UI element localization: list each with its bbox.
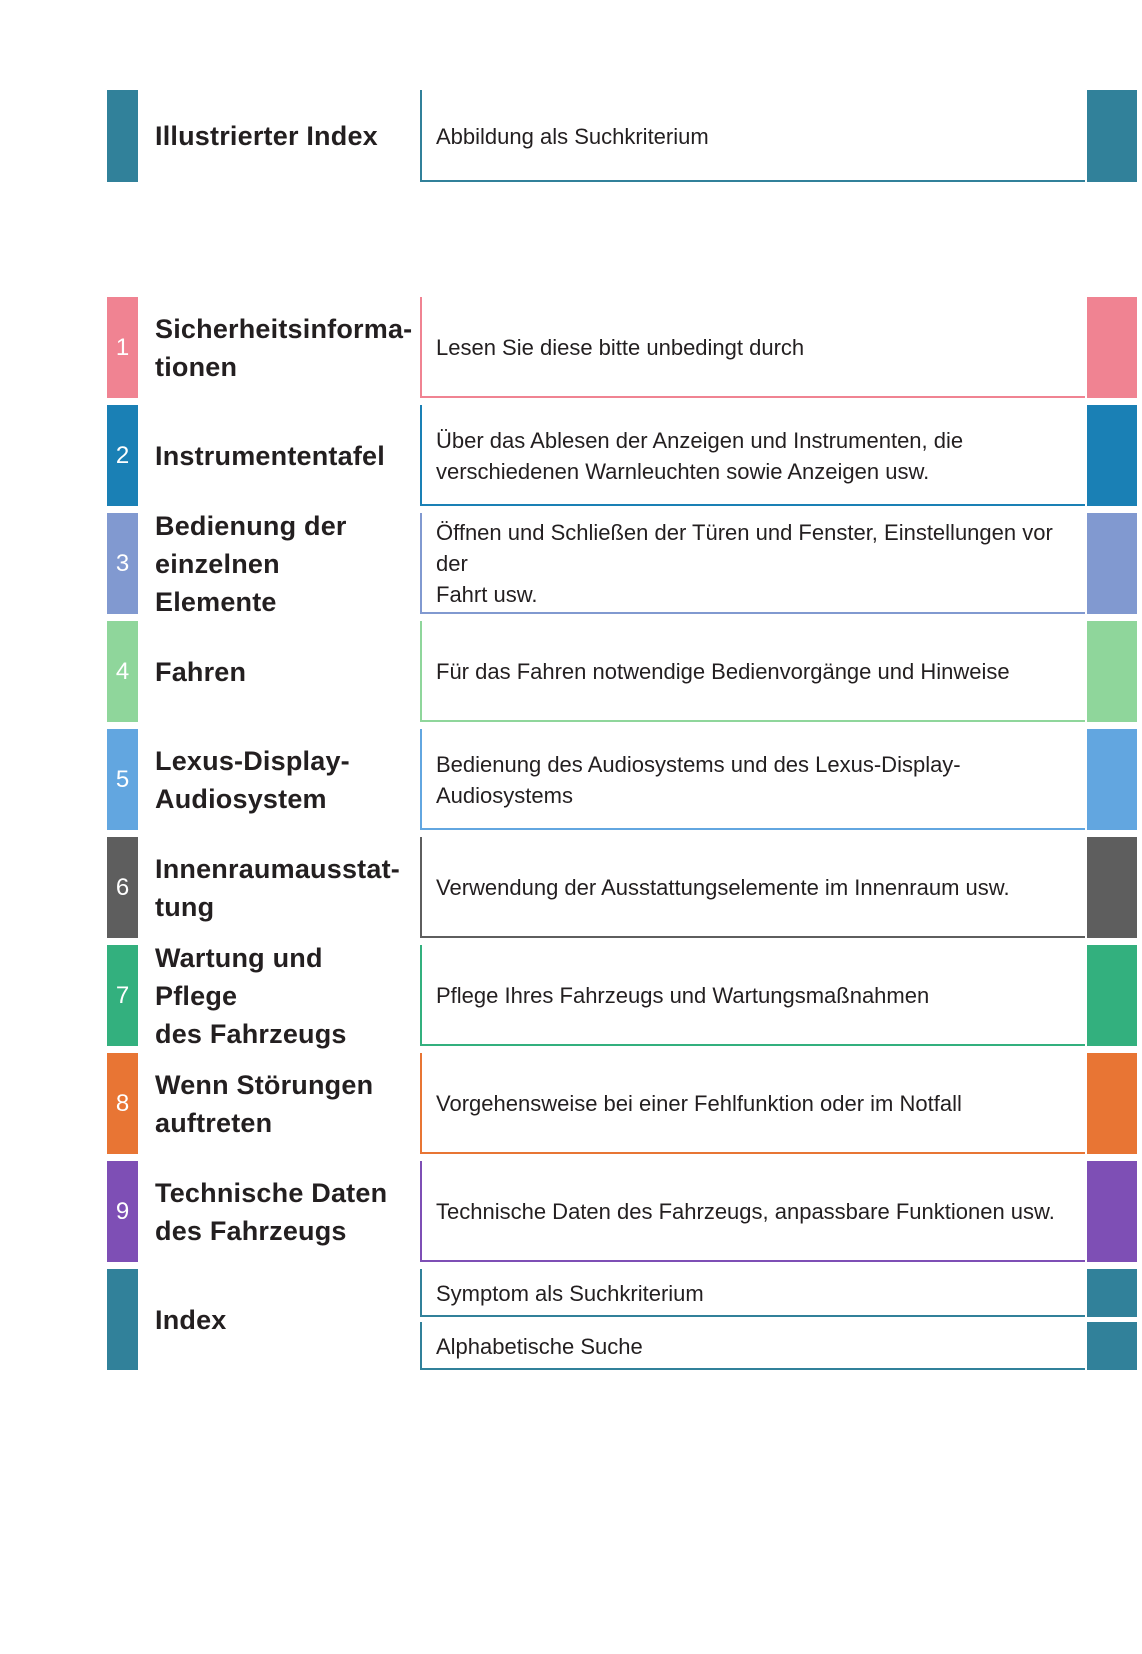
section-color-tab	[107, 621, 138, 722]
index-item-label[interactable]: Alphabetische Suche	[436, 1333, 643, 1359]
section-title[interactable]	[155, 621, 405, 722]
index-row	[0, 1269, 1142, 1370]
section-title[interactable]	[155, 729, 405, 830]
section-row[interactable]	[0, 405, 1142, 506]
section-row[interactable]	[0, 1161, 1142, 1262]
section-row[interactable]	[0, 510, 1142, 617]
section-color-tab	[107, 405, 138, 506]
section-title[interactable]	[155, 405, 405, 506]
section-title-text: Illustrierter Index	[155, 121, 378, 151]
section-description[interactable]: Lesen Sie diese bitte unbedingt durch	[436, 335, 805, 360]
section-title-text: Innenraumausstat- tung	[155, 853, 400, 922]
section-number: 6	[115, 873, 130, 901]
section-color-tab	[107, 90, 138, 182]
section-title-text: Wartung und Pflege des Fahrzeugs	[155, 942, 347, 1049]
section-number: 2	[115, 441, 130, 469]
section-title-text: Sicherheitsinforma- tionen	[155, 313, 413, 382]
section-color-tab	[107, 837, 138, 938]
section-row[interactable]	[0, 297, 1142, 398]
section-title[interactable]	[155, 1053, 405, 1154]
section-row[interactable]	[0, 90, 1142, 182]
section-description[interactable]: Vorgehensweise bei einer Fehlfunktion oder im Notfall	[436, 1091, 962, 1116]
section-row[interactable]	[0, 1053, 1142, 1154]
section-title-text: Bedienung der einzelnen Elemente	[155, 510, 347, 617]
section-title[interactable]	[155, 90, 405, 182]
section-number: 8	[115, 1089, 130, 1117]
section-title-text: Fahren	[155, 656, 247, 687]
section-number: 7	[115, 981, 130, 1009]
section-number: 4	[115, 657, 130, 685]
section-description[interactable]: Technische Daten des Fahrzeugs, anpassbare Funktionen usw.	[436, 1199, 1055, 1224]
section-title[interactable]	[155, 1161, 405, 1262]
section-description[interactable]: Öffnen und Schließen der Türen und Fenster, Einstellungen vor der Fahrt usw.	[436, 520, 1053, 607]
section-color-tab	[107, 513, 138, 614]
section-description[interactable]: Für das Fahren notwendige Bedienvorgänge und Hinweise	[436, 659, 1010, 684]
section-color-tab	[107, 1161, 138, 1262]
section-thumb-tab[interactable]	[1087, 729, 1137, 830]
index-item[interactable]	[0, 1322, 1142, 1370]
section-thumb-tab[interactable]	[1087, 90, 1137, 182]
section-number: 5	[115, 765, 130, 793]
section-thumb-tab[interactable]	[1087, 621, 1137, 722]
section-description[interactable]: Abbildung als Suchkriterium	[436, 123, 709, 149]
section-number: 1	[115, 333, 130, 361]
index-item-label[interactable]: Symptom als Suchkriterium	[436, 1280, 704, 1306]
section-color-tab	[107, 945, 138, 1046]
section-title-text: Technische Daten des Fahrzeugs	[155, 1177, 388, 1246]
section-thumb-tab[interactable]	[1087, 513, 1137, 614]
section-thumb-tab[interactable]	[1087, 1161, 1137, 1262]
index-title-text: Index	[155, 1304, 227, 1335]
section-description[interactable]: Verwendung der Ausstattungselemente im Innenraum usw.	[436, 875, 1010, 900]
section-color-tab	[107, 729, 138, 830]
section-color-tab	[107, 297, 138, 398]
section-description[interactable]: Über das Ablesen der Anzeigen und Instrumenten, die verschiedenen Warnleuchten sowie Anzeigen usw.	[436, 427, 964, 484]
section-number: 3	[115, 549, 130, 577]
index-thumb-tab[interactable]	[1087, 1269, 1137, 1317]
index-item[interactable]	[0, 1269, 1142, 1317]
section-color-tab	[107, 1053, 138, 1154]
section-thumb-tab[interactable]	[1087, 405, 1137, 506]
section-number: 9	[115, 1197, 130, 1225]
section-title[interactable]	[155, 837, 405, 938]
section-thumb-tab[interactable]	[1087, 945, 1137, 1046]
index-thumb-tab[interactable]	[1087, 1322, 1137, 1370]
section-description[interactable]: Pflege Ihres Fahrzeugs und Wartungsmaßnahmen	[436, 983, 930, 1008]
section-thumb-tab[interactable]	[1087, 837, 1137, 938]
section-thumb-tab[interactable]	[1087, 297, 1137, 398]
section-row[interactable]	[0, 942, 1142, 1049]
section-row[interactable]	[0, 729, 1142, 830]
section-row[interactable]	[0, 837, 1142, 938]
section-title[interactable]	[155, 297, 413, 398]
section-title-text: Wenn Störungen auftreten	[155, 1069, 374, 1138]
section-description[interactable]: Bedienung des Audiosystems und des Lexus-Display- Audiosystems	[436, 751, 961, 808]
section-thumb-tab[interactable]	[1087, 1053, 1137, 1154]
section-title[interactable]	[155, 942, 405, 1049]
section-title-text: Lexus-Display- Audiosystem	[155, 745, 350, 814]
section-title[interactable]	[155, 510, 405, 617]
section-row[interactable]	[0, 621, 1142, 722]
section-title-text: Instrumententafel	[155, 440, 385, 471]
